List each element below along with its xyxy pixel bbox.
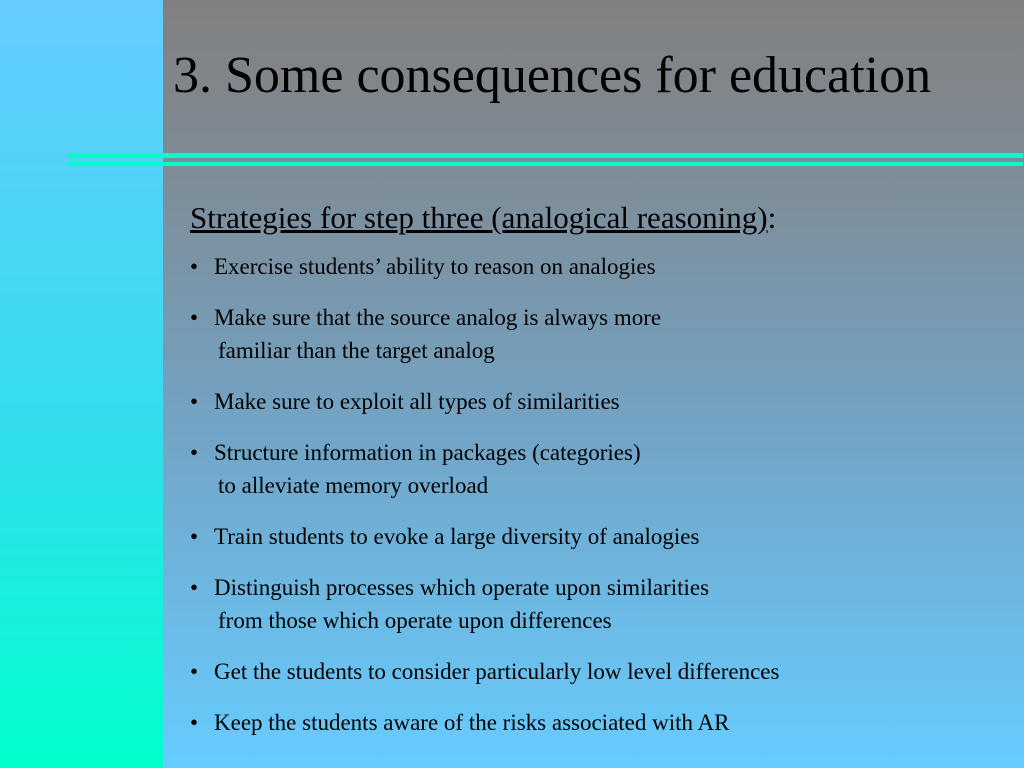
list-item [190,571,1010,637]
list-item-text: Structure information in packages (categories) [214,440,641,465]
slide-content [190,196,1010,757]
list-item [190,655,1010,688]
list-item [190,250,1010,283]
subheading-text: Strategies for step three (analogical reasoning) [190,200,768,235]
title-divider-line-secondary [68,162,1023,166]
list-item-text: Distinguish processes which operate upon similarities [214,575,710,600]
bullet-dot: • [190,305,199,330]
list-item [190,301,1010,367]
list-item [190,385,1010,418]
list-item-text: Get the students to consider particularly low level differences [214,659,780,684]
list-item [190,706,1010,739]
left-accent-band [0,0,163,768]
list-item [190,520,1010,553]
bullet-dot: • [190,710,199,735]
list-item-continuation: familiar than the target analog [218,338,495,363]
list-item-text: Make sure that the source analog is always more [214,305,662,330]
bullet-dot: • [190,659,199,684]
slide-title: 3. Some consequences for education [173,47,932,104]
list-item-text: Make sure to exploit all types of similarities [214,389,620,414]
list-item-continuation: from those which operate upon differences [218,608,612,633]
section-subheading [190,196,1010,240]
bullet-dot: • [190,440,199,465]
list-item-continuation: to alleviate memory overload [218,473,489,498]
list-item-text: Train students to evoke a large diversity of analogies [214,524,700,549]
bullet-list [190,250,1010,739]
bullet-dot: • [190,254,199,279]
list-item-text: Exercise students’ ability to reason on analogies [214,254,656,279]
bullet-dot: • [190,524,199,549]
list-item-text: Keep the students aware of the risks associated with AR [214,710,730,735]
list-item [190,436,1010,502]
bullet-dot: • [190,389,199,414]
subheading-colon: : [767,200,777,235]
bullet-dot: • [190,575,199,600]
title-divider-line [68,153,1023,158]
